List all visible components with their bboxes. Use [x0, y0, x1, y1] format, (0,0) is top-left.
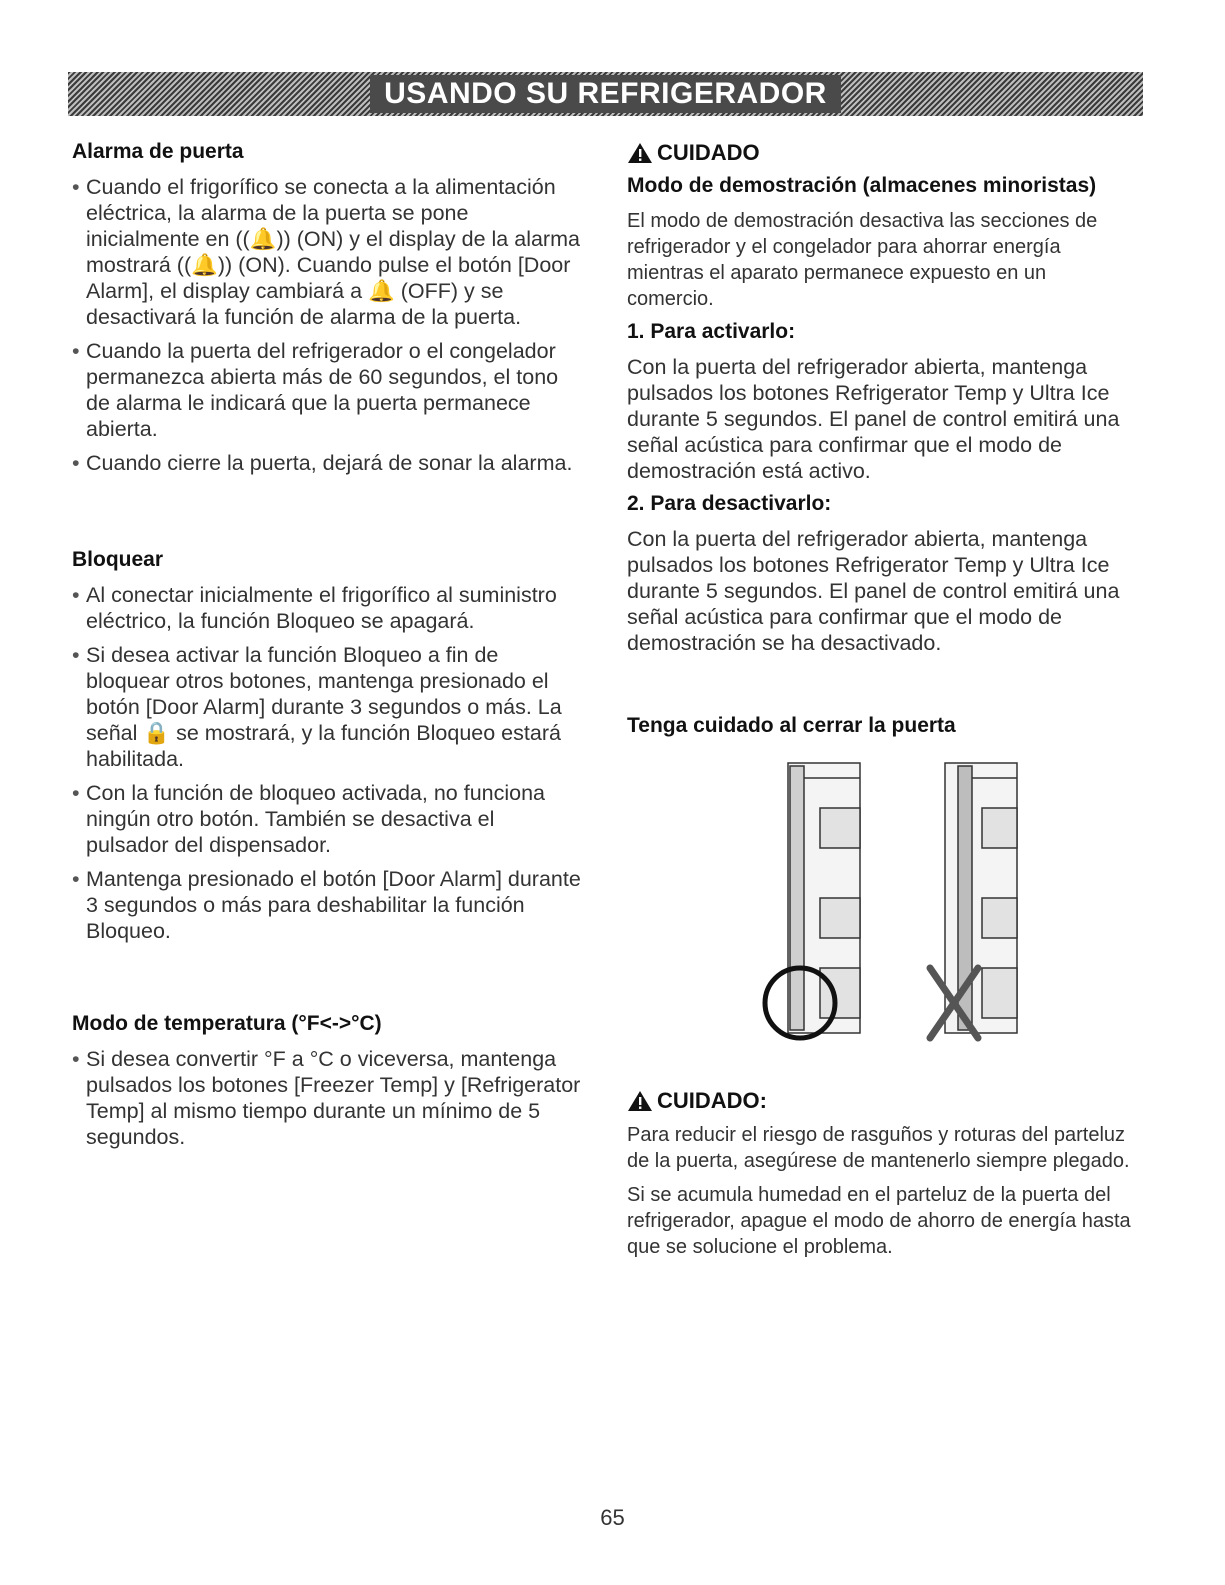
page-number: 65 — [600, 1505, 625, 1530]
warning-icon — [627, 1090, 653, 1112]
list-item: • Si desea activar la función Bloqueo a fin de bloquear otros botones, mantenga presionado el botón [Door Alarm] durante 3 segundos o más. La señal 🔒 se mostrará, y la función Bloqueo estará habilitada. — [72, 642, 582, 772]
list-item: • Cuando el frigorífico se conecta a la alimentación eléctrica, la alarma de la puerta se pone inicialmente en ((🔔)) (ON) y el display de la alarma mostrará ((🔔)) (ON). Cuando pulse el botón [Door Alarm], el display cambiará a 🔔 (OFF) y se desactivará la función de alarma de la puerta. — [72, 174, 582, 330]
temp-mode-list — [72, 1046, 582, 1150]
correct-door-drawing — [788, 763, 860, 1033]
door-alarm-list — [72, 174, 582, 476]
step1-title: 1. Para activarlo: — [627, 320, 796, 343]
door-closing-illustration — [760, 758, 1030, 1048]
door-close-title: Tenga cuidado al cerrar la puerta — [627, 714, 956, 737]
caution2-text-2: Si se acumula humedad en el parteluz de la puerta del refrigerador, apague el modo de ahorro de energía hasta que se solucione el problema. — [627, 1184, 1131, 1258]
step2-text: Con la puerta del refrigerador abierta, mantenga pulsados los botones Refrigerator Temp y Ultra Ice durante 5 segundos. El panel de control emitirá una señal acústica para confirmar que el modo de demostración se ha desactivado. — [627, 527, 1120, 655]
warning-icon — [627, 142, 653, 164]
list-item: • Con la función de bloqueo activada, no funciona ningún otro botón. También se desactiva el pulsador del dispensador. — [72, 780, 582, 858]
caution-label: CUIDADO — [657, 140, 760, 165]
step1-text: Con la puerta del refrigerador abierta, mantenga pulsados los botones Refrigerator Temp y Ultra Ice durante 5 segundos. El panel de control emitirá una señal acústica para confirmar que el modo de demostración está activo. — [627, 355, 1120, 483]
demo-mode-title: Modo de demostración (almacenes minoristas) — [627, 174, 1097, 197]
incorrect-door-drawing — [945, 763, 1017, 1033]
caution2-label: CUIDADO: — [657, 1088, 767, 1113]
page-header-banner — [68, 72, 1143, 116]
caution-heading — [627, 140, 1137, 166]
caution2-text-1: Para reducir el riesgo de rasguños y roturas del parteluz de la puerta, asegúrese de mantenerlo siempre plegado. — [627, 1124, 1130, 1172]
door-alarm-title: Alarma de puerta — [72, 140, 244, 163]
list-item: • Cuando cierre la puerta, dejará de sonar la alarma. — [72, 450, 582, 476]
right-column — [627, 140, 1137, 748]
list-item: • Mantenga presionado el botón [Door Alarm] durante 3 segundos o más para deshabilitar la función Bloqueo. — [72, 866, 582, 944]
temp-mode-title: Modo de temperatura (°F<->°C) — [72, 1012, 382, 1035]
list-item: • Al conectar inicialmente el frigorífico al suministro eléctrico, la función Bloqueo se apagará. — [72, 582, 582, 634]
caution2-section — [627, 1088, 1137, 1268]
list-item: • Si desea convertir °F a °C o viceversa, mantenga pulsados los botones [Freezer Temp] y [Refrigerator Temp] al mismo tiempo durante un mínimo de 5 segundos. — [72, 1046, 582, 1150]
lock-list — [72, 582, 582, 944]
demo-intro: El modo de demostración desactiva las secciones de refrigerador y el congelador para ahorrar energía mientras el aparato permanece expuesto en un comercio. — [627, 210, 1098, 310]
page-title: USANDO SU REFRIGERADOR — [370, 75, 841, 113]
list-item: • Cuando la puerta del refrigerador o el congelador permanezca abierta más de 60 segundos, el tono de alarma le indicará que la puerta permanece abierta. — [72, 338, 582, 442]
left-column — [72, 140, 582, 1158]
step2-title: 2. Para desactivarlo: — [627, 492, 832, 515]
caution2-heading — [627, 1088, 1137, 1114]
lock-title: Bloquear — [72, 548, 164, 571]
